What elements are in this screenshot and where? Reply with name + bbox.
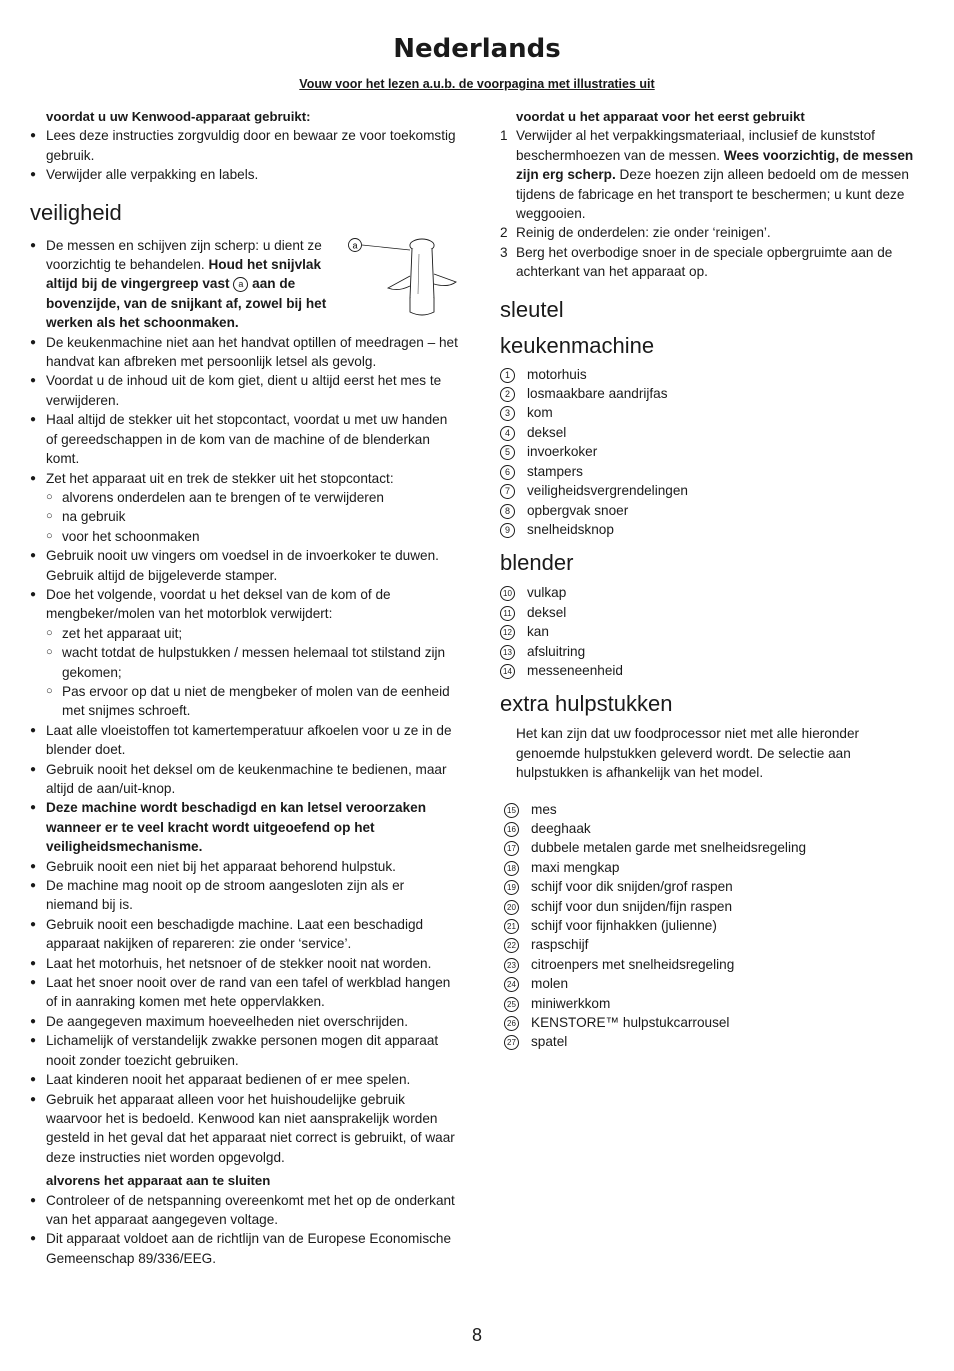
part-number: 21 (504, 919, 519, 934)
sub-list-item: ○ na gebruik (30, 507, 460, 526)
connect-heading: alvorens het apparaat aan te sluiten (46, 1173, 271, 1189)
part-number: 23 (504, 958, 519, 973)
marker-a: a (233, 277, 248, 292)
list-item: ● Laat alle vloeistoffen tot kamertemperatuur afkoelen voor u ze in de blender doet. (30, 721, 460, 760)
part-number: 8 (500, 504, 515, 519)
part-item (500, 481, 920, 500)
page-title: Nederlands (393, 34, 561, 64)
part-label: kan (527, 624, 549, 640)
list-item (30, 236, 341, 333)
blade-illustration (346, 236, 461, 324)
part-number: 15 (504, 803, 519, 818)
part-item (500, 622, 920, 641)
part-item (500, 423, 920, 442)
figure-label: a (352, 240, 358, 251)
sub-list-item: ○ alvorens onderdelen aan te brengen of te verwijderen (30, 488, 460, 507)
list-item: ● Laat kinderen nooit het apparaat bedienen of er mee spelen. (30, 1070, 460, 1089)
list-item: ● Haal altijd de stekker uit het stopcontact, voordat u met uw handen of gereedschappen in de kom van de machine of de blenderkan komt. (30, 410, 460, 468)
part-item (504, 1032, 920, 1051)
part-item (504, 974, 920, 993)
part-number: 22 (504, 938, 519, 953)
part-number: 6 (500, 465, 515, 480)
list-item: ● De machine mag nooit op de stroom aangesloten zijn als er niemand bij is. (30, 876, 460, 915)
part-item (504, 935, 920, 954)
extras-parts (500, 800, 920, 1052)
part-label: messeneenheid (527, 662, 623, 678)
safety-list (30, 333, 460, 1167)
part-number: 9 (500, 523, 515, 538)
part-label: schijf voor fijnhakken (julienne) (531, 918, 717, 933)
part-label: losmaakbare aandrijfas (527, 386, 668, 402)
step-text: Berg het overbodige snoer in de speciale opbergruimte aan de achterkant van het apparaat op. (516, 244, 893, 280)
extras-heading: extra hulpstukken (500, 691, 673, 717)
part-label: deksel (527, 424, 567, 440)
part-item (504, 955, 920, 974)
part-number: 18 (504, 861, 519, 876)
step-number: 3 (500, 244, 508, 260)
part-label: deeghaak (531, 820, 591, 836)
list-item: ● Gebruik nooit het deksel om de keukenmachine te bedienen, maar altijd de aan/uit-knop. (30, 760, 460, 799)
part-label: stampers (527, 463, 583, 479)
list-item: ● Controleer of de netspanning overeenkomt met het op de onderkant van het apparaat aangegeven voltage. (30, 1191, 460, 1230)
part-item (504, 877, 920, 896)
part-number: 2 (500, 387, 515, 402)
part-label: kom (527, 405, 553, 421)
numbered-step (500, 243, 920, 282)
sub-list-item: ○ wacht totdat de hulpstukken / messen helemaal tot stilstand zijn gekomen; (30, 643, 460, 682)
list-item: ● Zet het apparaat uit en trek de stekker uit het stopcontact: (30, 469, 460, 488)
part-label: motorhuis (527, 366, 587, 382)
step-number: 1 (500, 128, 508, 144)
part-label: snelheidsknop (527, 521, 614, 537)
part-number: 19 (504, 880, 519, 895)
left-column (30, 107, 460, 1268)
part-number: 4 (500, 426, 515, 441)
part-label: spatel (531, 1034, 568, 1050)
part-number: 3 (500, 406, 515, 421)
key-heading: sleutel (500, 296, 564, 322)
part-label: citroenpers met snelheidsregeling (531, 956, 735, 972)
list-item: ● Laat het motorhuis, het netsnoer of de stekker nooit nat worden. (30, 954, 460, 973)
part-number: 27 (504, 1035, 519, 1050)
part-label: schijf voor dik snijden/grof raspen (531, 879, 733, 895)
part-number: 20 (504, 900, 519, 915)
sub-list-item: ○ voor het schoonmaken (30, 527, 460, 546)
numbered-step (500, 223, 920, 242)
step-text: Reinig de onderdelen: zie onder ‘reinigen’. (516, 225, 771, 241)
step-number: 2 (500, 225, 508, 241)
part-label: maxi mengkap (531, 859, 620, 875)
blender-heading: blender (500, 550, 574, 576)
list-item: ● De aangegeven maximum hoeveelheden niet overschrijden. (30, 1012, 460, 1031)
part-item (504, 994, 920, 1013)
safety-first-text: De messen en schijven zijn scherp: u dient ze voorzichtig te behandelen. (46, 237, 322, 273)
part-item (504, 1013, 920, 1032)
sub-list-item: ○ Pas ervoor op dat u niet de mengbeker of molen van de eenheid met snijmes schroeft. (30, 682, 460, 721)
part-number: 25 (504, 997, 519, 1012)
connect-list (30, 1191, 460, 1269)
part-number: 14 (500, 664, 515, 679)
part-number: 17 (504, 841, 519, 856)
list-item: ● Lees deze instructies zorgvuldig door en bewaar ze voor toekomstig gebruik. (30, 126, 460, 165)
part-item (500, 501, 920, 520)
food-processor-heading: keukenmachine (500, 332, 655, 358)
part-item (504, 897, 920, 916)
part-number: 11 (500, 606, 515, 621)
list-item: ● Gebruik het apparaat alleen voor het huishoudelijke gebruik waarvoor het is bedoeld. Kenwood kan niet aansprakelijk worden gesteld in het geval dat het apparaat niet correct is gebruikt, of waar deze instructies niet worden opgevolgd. (30, 1090, 460, 1168)
part-label: mes (531, 801, 557, 817)
part-number: 26 (504, 1016, 519, 1031)
part-label: veiligheidsvergrendelingen (527, 483, 688, 499)
part-number: 7 (500, 484, 515, 499)
part-label: invoerkoker (527, 444, 598, 460)
part-item (500, 384, 920, 403)
part-item (500, 603, 920, 622)
part-label: dubbele metalen garde met snelheidsregeling (531, 840, 807, 856)
step-warning: Wees voorzichtig, de messen zijn erg scherp. (516, 147, 914, 183)
part-item (500, 462, 920, 481)
list-item: ● De keukenmachine niet aan het handvat optillen of meedragen – het handvat kan afbreken met persoonlijk letsel als gevolg. (30, 333, 460, 372)
part-label: miniwerkkom (531, 995, 611, 1011)
part-label: afsluitring (527, 643, 586, 659)
part-item (500, 365, 920, 384)
part-item (500, 520, 920, 539)
part-item (504, 819, 920, 838)
list-item: ● Gebruik nooit een beschadigde machine. Laat een beschadigd apparaat nakijken of repareren: zie onder ‘service’. (30, 915, 460, 954)
step-text: Verwijder al het verpakkingsmateriaal, inclusief de kunststof beschermhoezen van de messen. (516, 128, 875, 163)
page-subtitle: Vouw voor het lezen a.u.b. de voorpagina met illustraties uit (299, 77, 655, 91)
part-item (504, 858, 920, 877)
part-label: KENSTORE™ hulpstukcarrousel (531, 1015, 730, 1031)
part-item (504, 800, 920, 819)
part-label: raspschijf (531, 937, 589, 953)
part-label: vulkap (527, 585, 567, 601)
list-item: ● Dit apparaat voldoet aan de richtlijn van de Europese Economische Gemeenschap 89/336/EEG. (30, 1229, 460, 1268)
list-item: ● Verwijder alle verpakking en labels. (30, 165, 460, 184)
part-item (500, 661, 920, 680)
part-item (504, 838, 920, 857)
list-item-warning: ● Deze machine wordt beschadigd en kan letsel veroorzaken wanneer er te veel kracht wordt uitgeoefend op het veiligheidsmechanisme. (30, 798, 460, 856)
blender-parts (500, 583, 920, 680)
part-number: 10 (500, 586, 515, 601)
part-number: 5 (500, 445, 515, 460)
list-item: ● Laat het snoer nooit over de rand van een tafel of werkblad hangen of in aanraking komen met hete oppervlakken. (30, 973, 460, 1012)
part-label: molen (531, 976, 569, 992)
safety-first-bold-a: Houd het snijvlak altijd bij de vingergreep vast (46, 257, 322, 292)
list-item: ● Doe het volgende, voordat u het deksel van de kom of de mengbeker/molen van het motorblok verwijdert: (30, 585, 460, 624)
safety-heading: veiligheid (30, 199, 122, 225)
page-number: 8 (471, 1325, 482, 1345)
list-item: ● Lichamelijk of verstandelijk zwakke personen mogen dit apparaat nooit zonder toezicht gebruiken. (30, 1031, 460, 1070)
part-number: 1 (500, 368, 515, 383)
first-use-list (500, 126, 920, 281)
before-use-list (30, 126, 460, 184)
step-text-tail: Deze hoezen zijn alleen bedoeld om de messen tijdens de fabricage en het transport te beschermen; u kunt deze weggooien. (516, 167, 909, 222)
safety-first-item (30, 236, 460, 333)
right-column (500, 107, 920, 1052)
part-number: 13 (500, 645, 515, 660)
part-label: deksel (527, 604, 567, 620)
part-label: schijf voor dun snijden/fijn raspen (531, 898, 732, 914)
before-use-heading: voordat u uw Kenwood-apparaat gebruikt: (46, 109, 311, 124)
part-number: 16 (504, 822, 519, 837)
part-number: 12 (500, 625, 515, 640)
numbered-step (500, 126, 920, 223)
list-item: ● Gebruik nooit uw vingers om voedsel in de invoerkoker te duwen. Gebruik altijd de bijgeleverde stamper. (30, 546, 460, 585)
part-item (504, 916, 920, 935)
first-use-heading: voordat u het apparaat voor het eerst gebruikt (516, 109, 805, 124)
safety-first-bold-b: aan de bovenzijde, van de snijkant af, zowel bij het werken als het schoonmaken. (46, 276, 327, 331)
part-number: 24 (504, 977, 519, 992)
sub-list-item: ○ zet het apparaat uit; (30, 624, 460, 643)
extras-intro: Het kan zijn dat uw foodprocessor niet met alle hieronder genoemde hulpstukken geleverd wordt. De selectie aan hulpstukken is afhankelijk van het model. (516, 726, 860, 781)
part-item (500, 583, 920, 602)
part-label: opbergvak snoer (527, 502, 629, 518)
list-item: ● Gebruik nooit een niet bij het apparaat behorend hulpstuk. (30, 857, 460, 876)
part-item (500, 442, 920, 461)
part-item (500, 642, 920, 661)
part-item (500, 403, 920, 422)
food-processor-parts (500, 365, 920, 540)
list-item: ● Voordat u de inhoud uit de kom giet, dient u altijd eerst het mes te verwijderen. (30, 371, 460, 410)
